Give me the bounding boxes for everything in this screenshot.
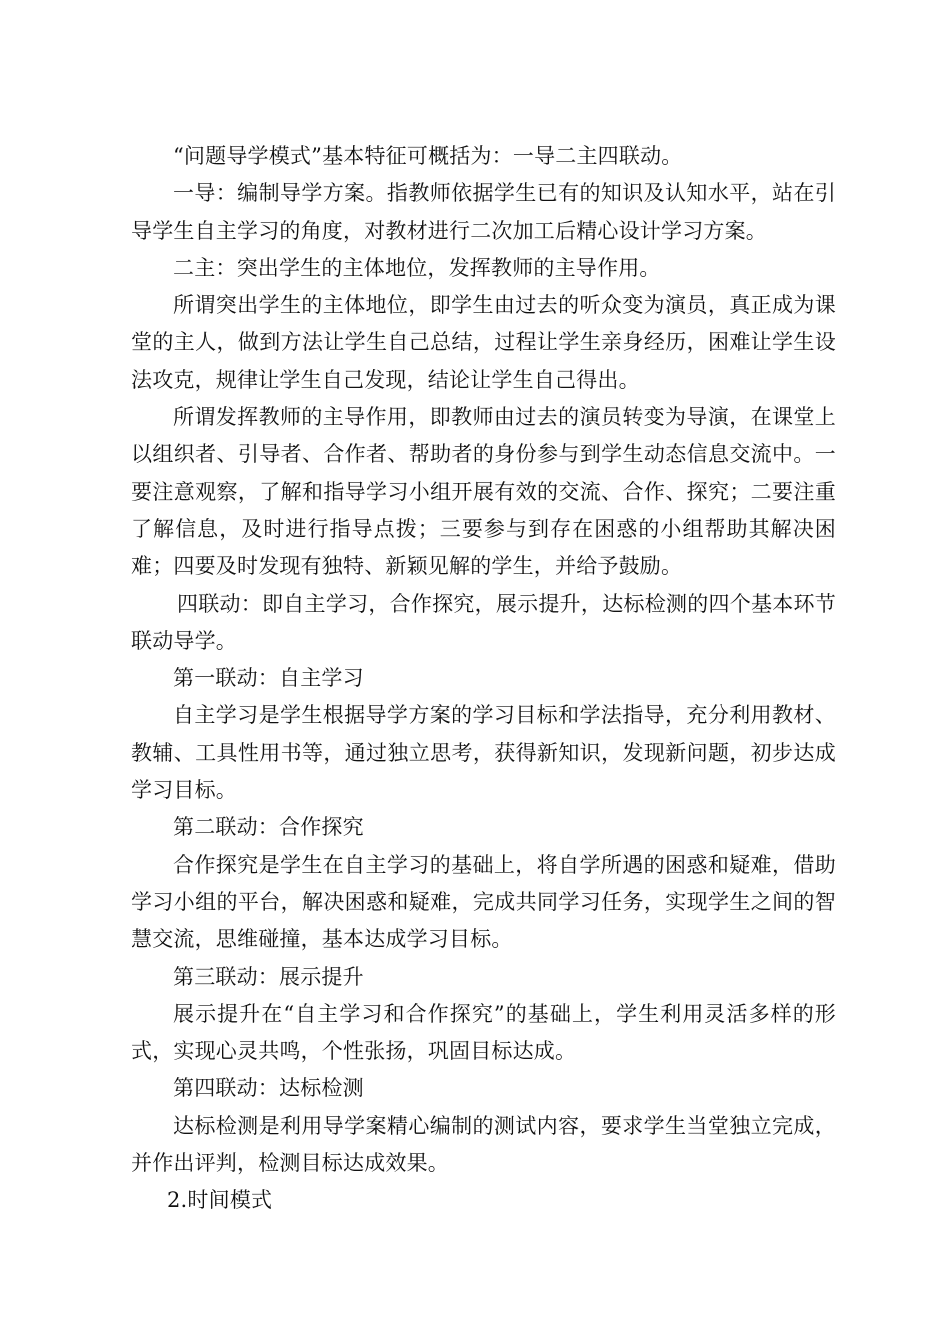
paragraph-showcase: 展示提升在“自主学习和合作探究”的基础上，学生利用灵活多样的形式，实现心灵共鸣，个性张扬，巩固目标达成。 [131, 1001, 836, 1064]
section-heading-time-mode: 2.时间模式 [167, 1188, 273, 1213]
paragraph-teacher-lead: 所谓发挥教师的主导作用，即教师由过去的演员转变为导演，在课堂上以组织者、引导者、合作者、帮助者的身份参与到学生动态信息交流中。一要注意观察，了解和指导学习小组开展有效的交流、合作、探究；二要注重了解信息，及时进行指导点拨；三要参与到存在困惑的小组帮助其解决困难；四要及时发现有独特、新颖见解的学生，并给予鼓励。 [131, 405, 836, 579]
paragraph-assessment: 达标检测是利用导学案精心编制的测试内容，要求学生当堂独立完成，并作出评判，检测目标达成效果。 [131, 1113, 836, 1176]
heading-third-link: 第三联动：展示提升 [173, 964, 364, 989]
paragraph-summary: “问题导学模式”基本特征可概括为：一导二主四联动。 [173, 144, 683, 168]
heading-first-link: 第一联动：自主学习 [173, 666, 364, 691]
paragraph-four-links: 四联动：即自主学习，合作探究，展示提升，达标检测的四个基本环节联动导学。 [131, 591, 836, 653]
heading-second-link: 第二联动：合作探究 [173, 815, 364, 840]
paragraph-student-subject: 所谓突出学生的主体地位，即学生由过去的听众变为演员，真正成为课堂的主人，做到方法让学生自己总结，过程让学生亲身经历，困难让学生设法攻克，规律让学生自己发现，结论让学生自己得出。 [131, 293, 836, 392]
document-body [131, 138, 836, 1220]
paragraph-two-mains: 二主：突出学生的主体地位，发挥教师的主导作用。 [173, 255, 661, 280]
paragraph-one-guide: 一导：编制导学方案。指教师依据学生已有的知识及认知水平，站在引导学生自主学习的角度，对教材进行二次加工后精心设计学习方案。 [131, 181, 836, 243]
paragraph-self-study: 自主学习是学生根据导学方案的学习目标和学法指导，充分利用教材、教辅、工具性用书等，通过独立思考，获得新知识，发现新问题，初步达成学习目标。 [131, 703, 836, 803]
heading-fourth-link: 第四联动：达标检测 [173, 1076, 364, 1101]
paragraph-cooperative: 合作探究是学生在自主学习的基础上，将自学所遇的困惑和疑难，借助学习小组的平台，解决困惑和疑难，完成共同学习任务，实现学生之间的智慧交流，思维碰撞，基本达成学习目标。 [131, 852, 836, 952]
